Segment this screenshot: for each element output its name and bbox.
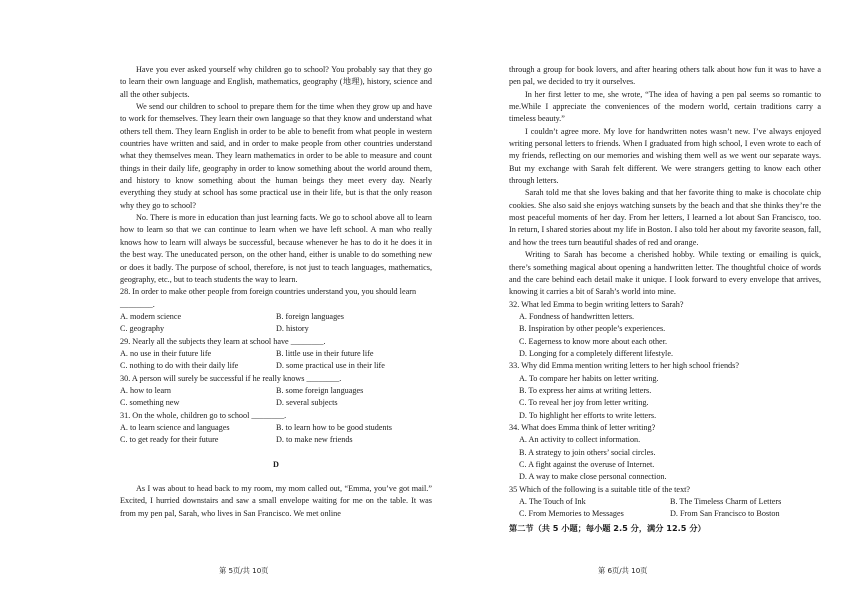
option-30-a: A. how to learn — [120, 385, 171, 395]
option-28-c: C. geography — [120, 324, 165, 334]
passage-d-paragraph-3: I couldn’t agree more. My love for handwritten notes wasn’t new. I’ve always enjoyed writing personal letters to friends. When I graduated from high school, I even wrote to each of my friends, reflecting on our memories and wishing them well as we went our separate ways. But my exchange with Sarah felt different. We were strangers getting to know each other through letters. — [509, 126, 821, 186]
option-35-b: B. The Timeless Charm of Letters — [670, 497, 782, 507]
option-33-a: A. To compare her habits on letter writing. — [519, 373, 659, 383]
option-31-c: C. to get ready for their future — [120, 435, 219, 445]
option-28-b: B. foreign languages — [276, 311, 344, 321]
question-35-options — [509, 496, 821, 521]
question-30: 30. A person will surely be successful if he really knows ________. — [120, 373, 342, 383]
question-29: 29. Nearly all the subjects they learn at school have ________. — [120, 336, 326, 346]
passage-d-paragraph-5: Writing to Sarah has become a cherished hobby. While texting or emailing is quick, there’s something magical about opening a handwritten letter. The thoughtful choice of words and the care behind each detail make it unique. I look forward to every envelope that arrives, knowing it carries a bit of Sarah’s world into mine. — [509, 250, 821, 297]
passage-c-paragraph-2: We send our children to school to prepare them for the time when they grow up and have to work for themselves. They learn their own language so that they know and understand what others tell them. They learn English in order to be able to benefit from what people in western countries have written and said, and in order to make people from other countries understand what they themselves mean. They learn mathematics in order to be able to measure and count things in their daily life, geography in order to know something about the world around them, and history to know something about the human beings they meet every day. Nearly everything they study at school has some practical use in their life, but is that the only reason why they go to school? — [120, 102, 432, 210]
passage-d-paragraph-1: As I was about to head back to my room, my mom called out, “Emma, you’ve got mail.” Excited, I hurried downstairs and saw a small envelope waiting for me on the table. It was from my pen pal, Sarah, who lives in San Francisco. We met online — [120, 484, 432, 518]
option-35-a: A. The Touch of Ink — [519, 497, 586, 507]
option-34-b: B. A strategy to join others’ social circles. — [519, 447, 656, 457]
option-34-c: C. A fight against the overuse of Internet. — [519, 460, 655, 469]
passage-c-paragraph-3: No. There is more in education than just learning facts. We go to school above all to learn how to learn so that we can continue to learn when we have left school. A man who really knows how to learn will always be successful, because whenever he has to do it he does it in the best way. The uneducated person, on the other hand, either is unable to do something new or does it badly. The purpose of school, therefore, is not just to teach languages, mathematics, geography, etc., but to teach students the way to learn. — [120, 213, 432, 284]
option-31-a: A. to learn science and languages — [120, 422, 230, 432]
option-29-a: A. no use in their future life — [120, 348, 212, 358]
right-column — [509, 64, 821, 534]
option-30-c: C. something new — [120, 398, 180, 408]
option-29-c: C. nothing to do with their daily life — [120, 361, 239, 371]
option-33-d: D. To highlight her efforts to write letters. — [519, 410, 657, 420]
question-30-options — [120, 385, 432, 410]
option-30-d: D. several subjects — [276, 398, 338, 408]
passage-c-paragraph-1: Have you ever asked yourself why children go to school? You probably say that they go to learn their own language and English, mathematics, geography (地理), history, science and all the other subjects. — [120, 65, 432, 99]
option-29-d: D. some practical use in their life — [276, 361, 385, 371]
question-28: 28. In order to make other people from foreign countries understand you, you should learn ________. — [120, 287, 417, 309]
option-35-c: C. From Memories to Messages — [519, 509, 624, 519]
left-column — [120, 64, 432, 520]
section-d-heading: D — [273, 459, 279, 469]
question-31: 31. On the whole, children go to school ________. — [120, 410, 287, 420]
option-32-a: A. Fondness of handwritten letters. — [519, 311, 635, 321]
option-31-b: B. to learn how to be good students — [276, 422, 392, 432]
passage-d-paragraph-4: Sarah told me that she loves baking and that her favorite thing to make is chocolate chip cookies. She also said she enjoys watching sunsets by the beach and that she thinks they’re the most peaceful moments of her day. From her letters, I learned a lot about San Francisco, too. In return, I shared stories about my life in Boston. I also told her about my favorite season, fall, and how the trees turn beautiful shades of red and orange. — [509, 188, 821, 247]
question-34: 34. What does Emma think of letter writing? — [509, 422, 656, 432]
option-35-d: D. From San Francisco to Boston — [670, 509, 780, 519]
option-33-c: C. To reveal her joy from letter writing. — [519, 398, 649, 408]
question-33: 33. Why did Emma mention writing letters to her high school friends? — [509, 361, 739, 371]
option-30-b: B. some foreign languages — [276, 385, 364, 395]
question-28-options — [120, 311, 432, 336]
question-35: 35 Which of the following is a suitable title of the text? — [509, 484, 691, 494]
option-28-a: A. modern science — [120, 311, 182, 321]
question-32: 32. What led Emma to begin writing letters to Sarah? — [509, 299, 684, 309]
passage-d-paragraph-1-cont: through a group for book lovers, and after hearing others talk about how fun it was to have a pen pal, we decided to try it ourselves. — [509, 65, 821, 87]
option-33-b: B. To express her aims at writing letters. — [519, 385, 652, 395]
option-32-d: D. Longing for a completely different lifestyle. — [519, 348, 673, 358]
option-28-d: D. history — [276, 324, 309, 334]
page-number-right: 第 6页/共 10页 — [598, 566, 648, 575]
option-31-d: D. to make new friends — [276, 435, 353, 445]
page-number-left: 第 5页/共 10页 — [219, 566, 269, 575]
option-32-b: B. Inspiration by other people’s experiences. — [519, 324, 666, 334]
passage-d-paragraph-2: In her first letter to me, she wrote, “The idea of having a pen pal seems so romantic to me.While I appreciate the conveniences of the modern world, certain traditions carry a timeless beauty.” — [509, 89, 821, 124]
option-34-a: A. An activity to collect information. — [519, 435, 641, 445]
section-2-heading: 第二节（共 5 小题；每小题 2.5 分，满分 12.5 分） — [509, 522, 706, 533]
option-29-b: B. little use in their future life — [276, 348, 374, 358]
question-29-options — [120, 348, 432, 373]
option-34-d: D. A way to make close personal connection. — [519, 472, 667, 482]
question-31-options — [120, 422, 432, 447]
option-32-c: C. Eagerness to know more about each other. — [519, 336, 668, 346]
